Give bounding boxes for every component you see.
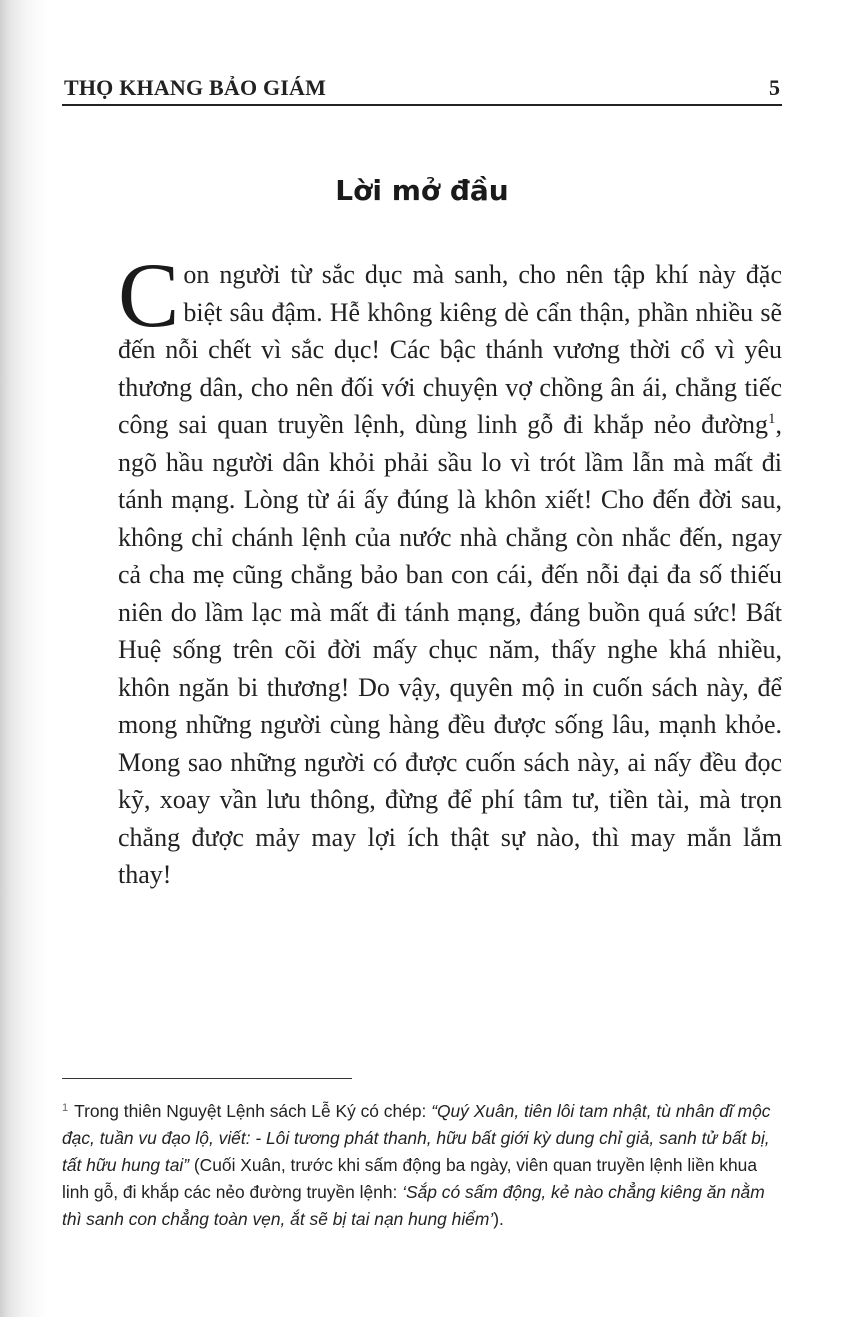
footnote-divider	[62, 1078, 352, 1079]
body-text-part-1: on người từ sắc dục mà sanh, cho nên tập khí này đặc biệt sâu đậm. Hễ không kiêng dè cẩn thận, phần nhiều sẽ đến nỗi chết vì sắc dục! Các bậc thánh vương thời cổ vì yêu thương dân, cho nên đối với chuyện vợ chồng ân ái, chẳng tiếc công sai quan truyền lệnh, dùng linh gỗ đi khắp nẻo đường	[118, 260, 782, 439]
body-paragraph	[118, 244, 782, 894]
body-text-part-2: , ngõ hầu người dân khỏi phải sầu lo vì trót lầm lẫn mà mất đi tánh mạng. Lòng từ ái ấy đúng là khôn xiết! Cho đến đời sau, không chỉ chánh lệnh của nước nhà chẳng còn nhắc đến, ngay cả cha mẹ cũng chẳng bảo ban con cái, đến nỗi đại đa số thiếu niên do lầm lạc mà mất đi tánh mạng, đáng buồn quá sức! Bất Huệ sống trên cõi đời mấy chục năm, thấy nghe khá nhiều, khôn ngăn bi thương! Do vậy, quyên mộ in cuốn sách này, để mong những người cùng hàng đều được sống lâu, mạnh khỏe. Mong sao những người có được cuốn sách này, ai nấy đều đọc kỹ, xoay vần lưu thông, đừng để phí tâm tư, tiền tài, mà trọn chẳng được mảy may lợi ích thật sự nào, thì may mắn lắm thay!	[118, 410, 782, 889]
footnote-translation-quote: ‘Sắp có sấm động, kẻ nào chẳng kiêng ăn nằm thì sanh con chẳng toàn vẹn, ắt sẽ bị tai nạn hung hiểm’	[62, 1182, 765, 1229]
footnote-translation-intro: (Cuối Xuân, trước khi sấm động ba ngày, viên quan truyền lệnh liền khua linh gỗ, đi khắp các nẻo đường truyền lệnh:	[62, 1155, 758, 1202]
drop-cap: C	[118, 244, 180, 346]
body-text	[118, 244, 782, 894]
footnote-reference: 1	[768, 411, 776, 427]
page-number: 5	[769, 75, 780, 100]
footnote-original-quote: “Quý Xuân, tiên lôi tam nhật, tù nhân dĩ mộc đạc, tuần vu đạo lộ, viết: - Lôi tương phát thanh, hữu bất giới kỳ dung chỉ giả, sanh tử bất bị, tất hữu hung tai”	[62, 1101, 771, 1175]
footnote-closing: ).	[493, 1209, 504, 1229]
footnote-marker: 1	[62, 1102, 69, 1114]
footnote-paragraph	[62, 1095, 782, 1233]
footnote-intro: Trong thiên Nguyệt Lệnh sách Lễ Ký có chép:	[74, 1101, 432, 1121]
footnote	[62, 1095, 782, 1233]
chapter-title: Lời mở đầu	[335, 174, 509, 207]
running-header	[62, 72, 782, 106]
running-header-title: THỌ KHANG BẢO GIÁM	[64, 75, 327, 100]
